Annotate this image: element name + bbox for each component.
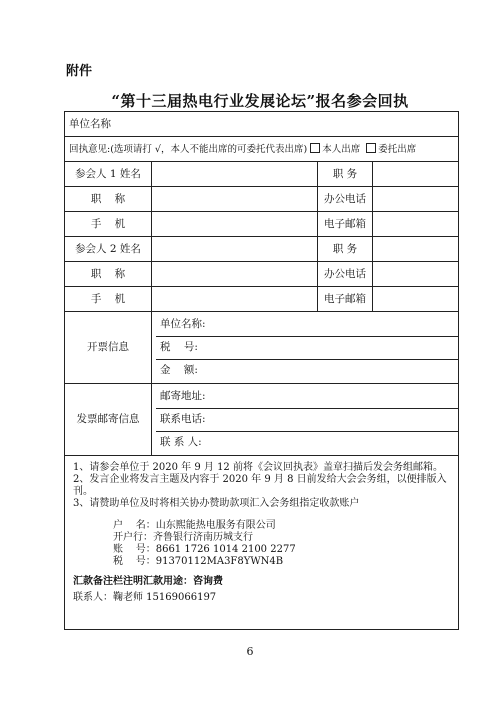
receipt-opinion-label: 回执意见:(选项请打 √，本人不能出席的可委托代表出席) xyxy=(69,143,308,155)
mail-address-field[interactable]: 邮寄地址: xyxy=(156,386,458,409)
attendee1-email-label: 电子邮箱 xyxy=(318,212,373,237)
attachment-label: 附件 xyxy=(66,64,93,79)
bank-info xyxy=(113,520,450,568)
attendee2-title-label: 职 称 xyxy=(65,262,152,287)
attendee2-position-field[interactable] xyxy=(373,237,459,262)
note-item: 3、请赞助单位及时将相关协办赞助款项汇入会务组指定收款账户 xyxy=(73,498,360,509)
invoice-info-label: 开票信息 xyxy=(65,312,152,384)
page-number: 6 xyxy=(246,645,254,658)
attendee2-position-label: 职 务 xyxy=(318,237,373,262)
attendee2-office-phone-field[interactable] xyxy=(373,262,459,287)
attendee2-mobile-label: 手 机 xyxy=(65,287,152,312)
contact-line: 联系人：鞠老师 15169066197 xyxy=(73,592,217,603)
attendee1-position-field[interactable] xyxy=(373,162,459,187)
note-item: 2、发言企业将发言主题及内容于 2020 年 9 月 8 日前发给大会会务组，以便排版入刊。 xyxy=(73,474,447,497)
account-name: 户 名：山东熙能热电服务有限公司 xyxy=(113,520,276,531)
bank-tax-number: 税 号：91370112MA3F8YWN4B xyxy=(113,556,284,567)
attendee2-office-phone-label: 办公电话 xyxy=(318,262,373,287)
self-attend-checkbox[interactable] xyxy=(310,143,320,153)
invoice-mail-label: 发票邮寄信息 xyxy=(65,384,152,456)
page-title: “第十三届热电行业发展论坛”报名参会回执 xyxy=(111,92,409,110)
note-item: 1、请参会单位于 2020 年 9 月 12 前将《会议回执表》盖章扫描后发会务组邮箱。 xyxy=(73,462,443,473)
delegate-attend-label: 委托出席 xyxy=(378,143,417,155)
registration-form xyxy=(64,111,459,630)
account-number: 账 号：8661 1726 1014 2100 2277 xyxy=(113,544,296,555)
attendee2-name-label: 参会人 2 姓名 xyxy=(65,237,152,262)
attendee2-email-label: 电子邮箱 xyxy=(318,287,373,312)
amount-field[interactable]: 金 额: xyxy=(160,364,198,377)
attendee1-office-phone-field[interactable] xyxy=(373,187,459,212)
invoice-info-block xyxy=(152,312,459,384)
notes-section xyxy=(65,456,459,630)
receipt-opinion-row xyxy=(65,137,459,162)
attendee1-title-field[interactable] xyxy=(152,187,318,212)
attendee1-email-field[interactable] xyxy=(373,212,459,237)
invoice-mail-block xyxy=(152,384,459,456)
attendee2-email-field[interactable] xyxy=(373,287,459,312)
attendee2-name-field[interactable] xyxy=(152,237,318,262)
delegate-attend-checkbox[interactable] xyxy=(366,143,376,153)
invoice-mail-table xyxy=(156,386,458,454)
attendee2-mobile-field[interactable] xyxy=(152,287,318,312)
attendee1-mobile-field[interactable] xyxy=(152,212,318,237)
tax-number-field[interactable]: 税 号: xyxy=(156,336,458,359)
contact-person-field[interactable]: 联 系 人: xyxy=(160,436,202,449)
contact-phone-field[interactable]: 联系电话: xyxy=(156,408,458,431)
attendee2-title-field[interactable] xyxy=(152,262,318,287)
attendee1-name-field[interactable] xyxy=(152,162,318,187)
attendee1-mobile-label: 手 机 xyxy=(65,212,152,237)
remittance-note: 汇款备注栏注明汇款用途：咨询费 xyxy=(73,576,223,587)
attendee1-title-label: 职 称 xyxy=(65,187,152,212)
invoice-info-table xyxy=(156,314,458,382)
attendee1-office-phone-label: 办公电话 xyxy=(318,187,373,212)
self-attend-label: 本人出席 xyxy=(322,143,361,155)
attendee1-position-label: 职 务 xyxy=(318,162,373,187)
unit-name-label[interactable]: 单位名称 xyxy=(65,112,459,137)
bank-name: 开户行：齐鲁银行济南历城支行 xyxy=(113,532,253,543)
attendee1-name-label: 参会人 1 姓名 xyxy=(65,162,152,187)
invoice-unit-field[interactable]: 单位名称: xyxy=(156,314,458,337)
